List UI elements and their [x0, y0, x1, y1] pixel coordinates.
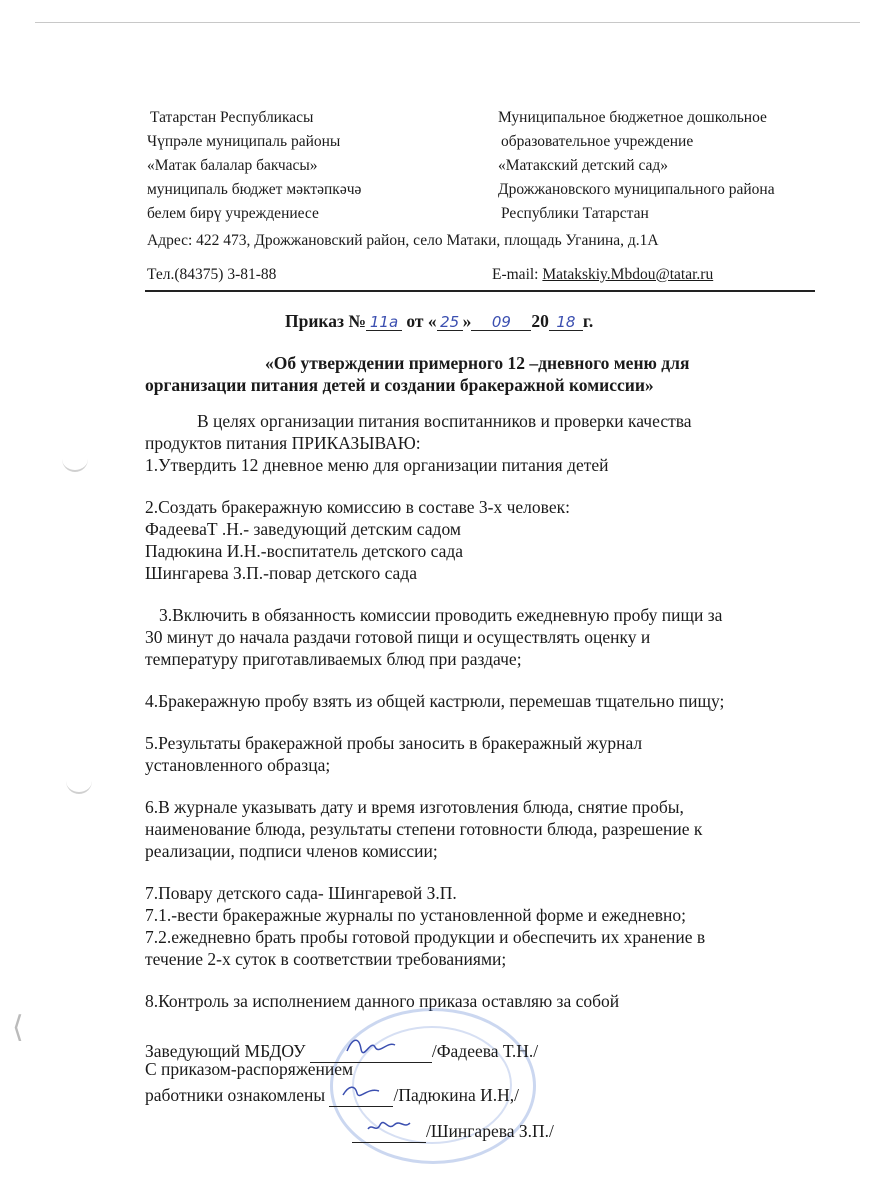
header-russian: [498, 106, 838, 226]
email-line: [492, 266, 713, 284]
signature-scribble: [339, 1081, 383, 1101]
body-line: 5.Результаты бракеражной пробы заносить в бракеражный журнал: [145, 733, 643, 753]
order-prefix: Приказ №: [285, 311, 366, 331]
body-line: 1.Утвердить 12 дневное меню для организации питания детей: [145, 455, 609, 475]
order-from: от «: [402, 311, 437, 331]
header-line: «Матак балалар бакчасы»: [147, 157, 318, 174]
order-year-end: г.: [582, 311, 594, 331]
document-body: [145, 410, 835, 1012]
body-line: установленного образца;: [145, 755, 331, 775]
body-line: 4.Бракеражную пробу взять из общей кастрюли, перемешав тщательно пищу;: [145, 691, 725, 711]
head-label: Заведующий МБДОУ: [145, 1041, 306, 1061]
acquaintance-line-1: С приказом-распоряжением: [145, 1059, 354, 1079]
header-tatar: [147, 106, 477, 226]
email-label: E-mail:: [492, 266, 543, 283]
header-line: образовательное учреждение: [501, 133, 694, 150]
body-line: 30 минут до начала раздачи готовой пищи и осуществлять оценку и: [145, 627, 651, 647]
header-line: «Матакский детский сад»: [498, 157, 669, 174]
header-line: Татарстан Республикасы: [150, 109, 314, 126]
punch-hole-mark: [62, 456, 88, 472]
padyukina-name: /Падюкина И.Н,/: [393, 1085, 519, 1105]
header-line: Чүпрәле муниципаль районы: [147, 133, 341, 150]
phone: Тел.(84375) 3-81-88: [147, 266, 277, 283]
body-line: Шингарева З.П.-повар детского сада: [145, 563, 417, 583]
order-year-prefix: 20: [531, 311, 549, 331]
body-line: 2.Создать бракеражную комиссию в составе 3-х человек:: [145, 497, 570, 517]
header-line: Муниципальное бюджетное дошкольное: [498, 109, 767, 126]
body-line: 3.Включить в обязанность комиссии проводить ежедневную пробу пищи за: [159, 605, 723, 625]
body-line: В целях организации питания воспитанников и проверки качества: [197, 411, 692, 431]
head-name: /Фадеева Т.Н./: [431, 1041, 539, 1061]
body-line: наименование блюда, результаты степени готовности блюда, разрешение к: [145, 819, 703, 839]
header-line: Дрожжановского муниципального района: [498, 181, 775, 198]
header-line: муниципаль бюджет мәктәпкәчә: [147, 181, 362, 198]
header-divider: [145, 290, 815, 292]
body-line: 6.В журнале указывать дату и время изготовления блюда, снятие пробы,: [145, 797, 684, 817]
order-month: 09: [491, 313, 511, 331]
body-line: продуктов питания ПРИКАЗЫВАЮ:: [145, 433, 421, 453]
scan-edge-line: [35, 22, 860, 23]
order-year-field: [549, 313, 583, 331]
header-line: белем бирү учреждениесе: [147, 205, 319, 222]
shingareva-signature-line: [352, 1117, 554, 1143]
body-line: течение 2-х суток в соответствии требованиями;: [145, 949, 507, 969]
order-day: 25: [440, 313, 460, 331]
order-year: 18: [556, 313, 576, 331]
punch-hole-mark: [66, 778, 92, 794]
shingareva-name: /Шингарева З.П./: [426, 1121, 554, 1141]
order-quote: »: [462, 311, 472, 331]
body-line: ФадееваТ .Н.- заведующий детским садом: [145, 519, 461, 539]
acquaintance-line-2: [145, 1081, 519, 1107]
body-line: температуру приготавливаемых блюд при раздаче;: [145, 649, 522, 669]
order-number-field: [366, 313, 402, 331]
title-line: организации питания детей и создании бракеражной комиссии»: [145, 375, 654, 395]
shingareva-signature: [352, 1117, 426, 1143]
email-link[interactable]: Matakskiy.Mbdou@tatar.ru: [542, 266, 714, 283]
acquaintance-label: работники ознакомлены: [145, 1085, 326, 1105]
signature-scribble: [341, 1035, 401, 1057]
body-line: 7.Повару детского сада- Шингаревой З.П.: [145, 883, 457, 903]
order-day-field: [437, 313, 463, 331]
body-line: 7.2.ежедневно брать пробы готовой продукции и обеспечить их хранение в: [145, 927, 706, 947]
body-line: 7.1.-вести бракеражные журналы по установленной форме и ежедневно;: [145, 905, 686, 925]
header-line: Республики Татарстан: [501, 205, 649, 222]
body-line: реализации, подписи членов комиссии;: [145, 841, 438, 861]
body-line: Падюкина И.Н.-воспитатель детского сада: [145, 541, 464, 561]
order-month-field: [471, 313, 531, 331]
order-number: 11а: [369, 313, 399, 331]
padyukina-signature: [329, 1081, 393, 1107]
document-title: [145, 352, 825, 396]
title-line: «Об утверждении примерного 12 –дневного меню для: [265, 353, 690, 373]
address: Адрес: 422 473, Дрожжановский район, село Матаки, площадь Уганина, д.1А: [147, 232, 659, 249]
signature-scribble: [364, 1117, 414, 1137]
body-line: 8.Контроль за исполнением данного приказа оставляю за собой: [145, 991, 620, 1011]
order-heading: [285, 311, 593, 332]
scan-smudge: ⟨: [12, 1011, 24, 1044]
